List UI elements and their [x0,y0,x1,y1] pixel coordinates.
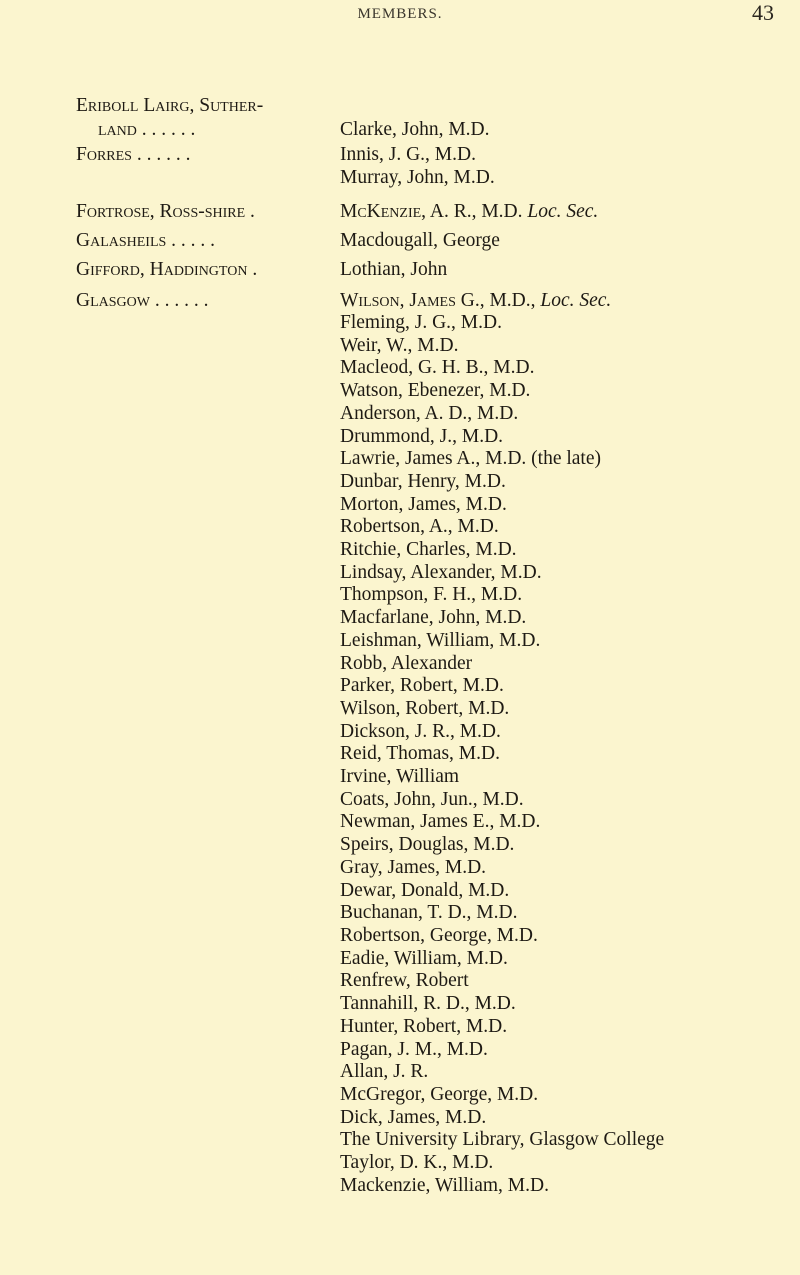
member-name: Robb, Alexander [340,652,473,674]
member-name: Mackenzie, William, M.D. [340,1174,549,1196]
member-name: Weir, W., M.D. [340,334,459,356]
member-name [340,200,598,223]
entry-forres [76,143,476,166]
member-name: Dewar, Donald, M.D. [340,879,510,901]
member-name: The University Library, Glasgow College [340,1129,665,1151]
place: Eriboll Lairg, Suther- [76,95,264,116]
member-name: Allan, J. R. [340,1061,429,1083]
member-name: Leishman, William, M.D. [340,629,541,651]
entry-glasgow [76,289,612,312]
member-name: Clarke, John, M.D. [340,119,490,140]
member-name: Lawrie, James A., M.D. (the late) [340,448,602,470]
member-name: Wilson, Robert, M.D. [340,697,510,719]
member-name: Renfrew, Robert [340,970,469,992]
role-label: Loc. Sec. [527,201,599,222]
member-name: Pagan, J. M., M.D. [340,1038,488,1060]
entry-fortrose [76,200,599,223]
member-name: Taylor, D. K., M.D. [340,1152,494,1174]
place: Glasgow . . . . . . [76,290,209,311]
member-name: Morton, James, M.D. [340,493,507,515]
member-name: Irvine, William [340,766,460,788]
member-name: Buchanan, T. D., M.D. [340,902,518,924]
member-name: Dickson, J. R., M.D. [340,720,501,742]
place: Fortrose, Ross-shire . [76,201,255,222]
member-name-sc: Wilson, James G., M.D., [340,290,536,311]
member-name: Hunter, Robert, M.D. [340,1015,508,1037]
member-name: Murray, John, M.D. [340,167,495,188]
member-name: McGregor, George, M.D. [340,1083,539,1105]
member-name: Dunbar, Henry, M.D. [340,470,506,492]
member-name: Lindsay, Alexander, M.D. [340,561,542,583]
member-name: Reid, Thomas, M.D. [340,743,500,765]
entry-eriboll-cont [76,118,490,141]
member-name: Dick, James, M.D. [340,1106,487,1128]
entry-eriboll [76,94,338,117]
member-name: Tannahill, R. D., M.D. [340,993,516,1015]
member-name: Fleming, J. G., M.D. [340,312,502,333]
member-name: Macleod, G. H. B., M.D. [340,357,535,379]
place: Forres . . . . . . [76,144,191,165]
member-name: Lothian, John [340,259,448,280]
member-name: Robertson, A., M.D. [340,516,499,538]
member-name: Robertson, George, M.D. [340,924,538,946]
member-name: Eadie, William, M.D. [340,947,508,969]
member-name: Watson, Ebenezer, M.D. [340,380,531,402]
place: land . . . . . . [98,119,196,140]
running-header: MEMBERS. [357,6,443,22]
member-name: Ritchie, Charles, M.D. [340,539,517,561]
member-name: Newman, James E., M.D. [340,811,541,833]
page-number: 43 [752,0,774,25]
place: Gifford, Haddington . [76,259,258,280]
glasgow-member-list [340,312,664,1197]
member-name: Anderson, A. D., M.D. [340,402,519,424]
member-name-sc: McKenzie, A. R., M.D. [340,201,523,222]
entry-gifford [76,258,448,281]
entry-forres-2 [76,166,495,189]
member-name: Innis, J. G., M.D. [340,144,476,165]
member-name: Thompson, F. H., M.D. [340,584,523,606]
role-label: Loc. Sec. [540,290,612,311]
member-name: Macdougall, George [340,230,500,251]
entry-galasheils [76,229,500,252]
member-name: Macfarlane, John, M.D. [340,607,527,629]
place: Galasheils . . . . . [76,230,216,251]
member-name: Drummond, J., M.D. [340,425,504,447]
member-name: Gray, James, M.D. [340,856,487,878]
member-name: Coats, John, Jun., M.D. [340,788,524,810]
member-name: Speirs, Douglas, M.D. [340,834,515,856]
member-name [340,289,611,312]
member-name: Parker, Robert, M.D. [340,675,504,697]
